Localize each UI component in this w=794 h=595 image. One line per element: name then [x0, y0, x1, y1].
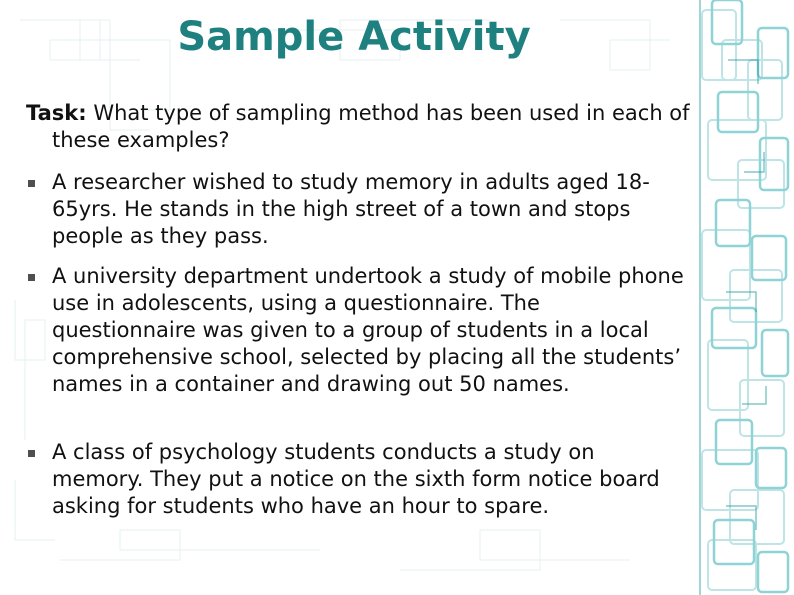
square-bullet-icon [28, 180, 35, 187]
list-item [26, 169, 686, 250]
square-bullet-icon [28, 274, 35, 281]
list-item [26, 439, 686, 520]
task-prompt [26, 100, 712, 154]
square-bullet-icon [28, 450, 35, 457]
list-item-text: A class of psychology students conducts a study on memory. They put a notice on the sixth form notice board asking for students who have an hour to spare. [52, 440, 660, 518]
task-label: Task: [26, 101, 87, 125]
list-item-text: A researcher wished to study memory in adults aged 18-65yrs. He stands in the high street of a town and stops people as they pass. [52, 170, 650, 248]
task-text: What type of sampling method has been used in each of these examples? [52, 101, 690, 152]
list-item [26, 263, 686, 398]
list-item-text: A university department undertook a study of mobile phone use in adolescents, using a questionnaire. The questionnaire was given to a group of students in a local comprehensive school, selected by placing all the students’ names in a container and drawing out 50 names. [52, 264, 684, 396]
slide-title: Sample Activity [177, 14, 531, 60]
